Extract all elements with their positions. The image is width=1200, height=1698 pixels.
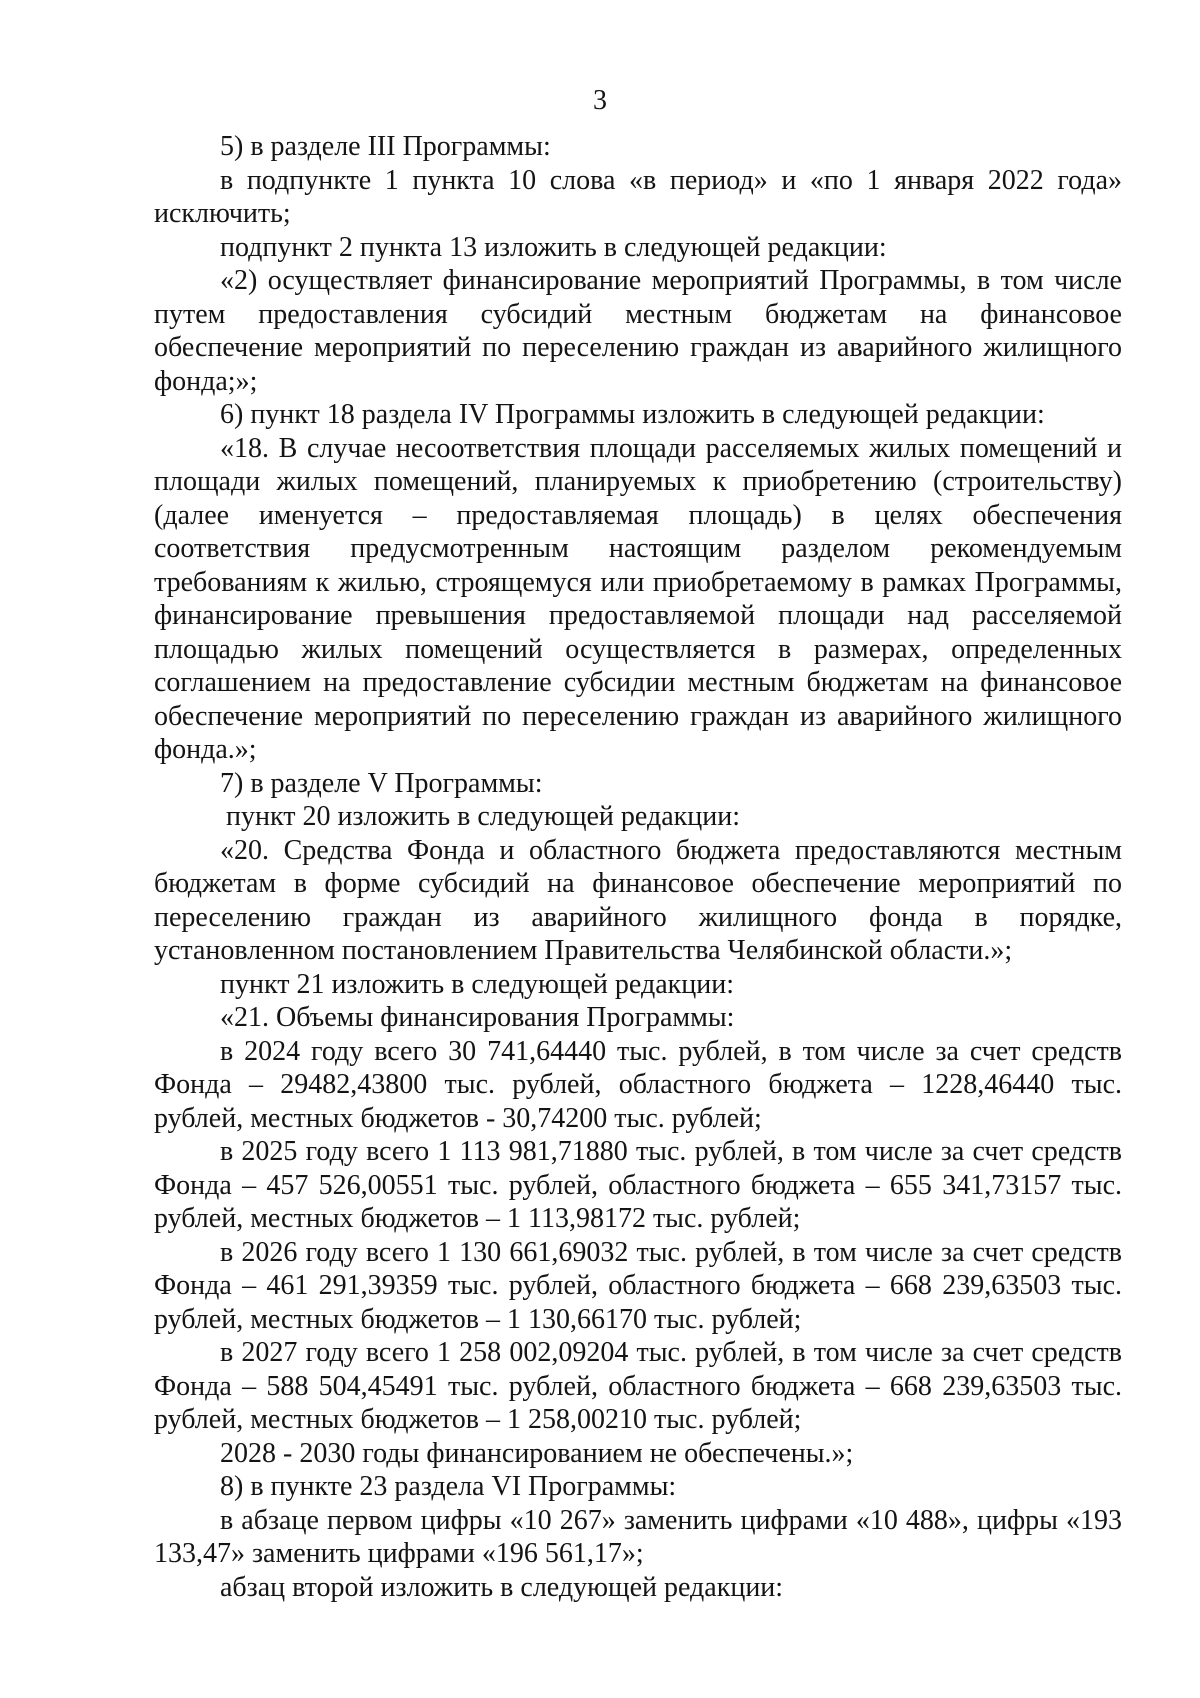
paragraph: в абзаце первом цифры «10 267» заменить цифрами «10 488», цифры «193 133,47» заменить цифрами «196 561,17»; [154,1504,1122,1569]
paragraph: «18. В случае несоответствия площади расселяемых жилых помещений и площади жилых помещений, планируемых к приобретению (строительству) (далее именуется – предоставляемая площадь) в целях обеспечения соответствия предусмотренным настоящим разделом рекомендуемым требованиям к жилью, строящемуся или приобретаемому в рамках Программы, финансирование превышения предоставляемой площади над расселяемой площадью жилых помещений осуществляется в размерах, определенных соглашением на предоставление субсидии местным бюджетам на финансовое обеспечение мероприятий по переселению граждан из аварийного жилищного фонда.»; [154,432,1122,765]
paragraph: в 2025 году всего 1 113 981,71880 тыс. рублей, в том числе за счет средств Фонда – 457 526,00551 тыс. рублей, областного бюджета – 655 341,73157 тыс. рублей, местных бюджетов – 1 113,98172 тыс. рублей; [154,1136,1122,1234]
paragraph: в 2027 году всего 1 258 002,09204 тыс. рублей, в том числе за счет средств Фонда – 588 504,45491 тыс. рублей, областного бюджета – 668 239,63503 тыс. рублей, местных бюджетов – 1 258,00210 тыс. рублей; [154,1337,1122,1435]
paragraph: 8) в пункте 23 раздела VI Программы: [220,1471,677,1502]
paragraph: в подпункте 1 пункта 10 слова «в период» и «по 1 января 2022 года» исключить; [154,164,1122,229]
paragraph: пункт 21 изложить в следующей редакции: [220,968,734,1000]
paragraph: в 2024 году всего 30 741,64440 тыс. рублей, в том числе за счет средств Фонда – 29482,43800 тыс. рублей, областного бюджета – 1228,46440 тыс. рублей, местных бюджетов - 30,74200 тыс. рублей; [154,1035,1122,1134]
paragraph: 7) в разделе V Программы: [220,767,543,799]
paragraph: «21. Объемы финансирования Программы: [220,1002,735,1033]
document-body [154,130,1122,1604]
paragraph: подпункт 2 пункта 13 изложить в следующей редакции: [220,231,887,263]
paragraph: абзац второй изложить в следующей редакции: [220,1571,784,1603]
paragraph: 2028 - 2030 годы финансированием не обеспечены.»; [220,1437,854,1469]
paragraph: в 2026 году всего 1 130 661,69032 тыс. рублей, в том числе за счет средств Фонда – 461 291,39359 тыс. рублей, областного бюджета – 668 239,63503 тыс. рублей, местных бюджетов – 1 130,66170 тыс. рублей; [154,1236,1122,1335]
paragraph: «20. Средства Фонда и областного бюджета предоставляются местным бюджетам в форме субсидий на финансовое обеспечение мероприятий по переселению граждан из аварийного жилищного фонда в порядке, установленном постановлением Правительства Челябинской области.»; [154,834,1122,966]
paragraph: 6) пункт 18 раздела IV Программы изложить в следующей редакции: [220,399,1045,430]
page-number: 3 [593,85,607,116]
paragraph: 5) в разделе III Программы: [220,131,551,162]
paragraph: «2) осуществляет финансирование мероприятий Программы, в том числе путем предоставления субсидий местным бюджетам на финансовое обеспечение мероприятий по переселению граждан из аварийного жилищного фонда;»; [154,265,1122,397]
paragraph: пункт 20 изложить в следующей редакции: [226,801,740,832]
